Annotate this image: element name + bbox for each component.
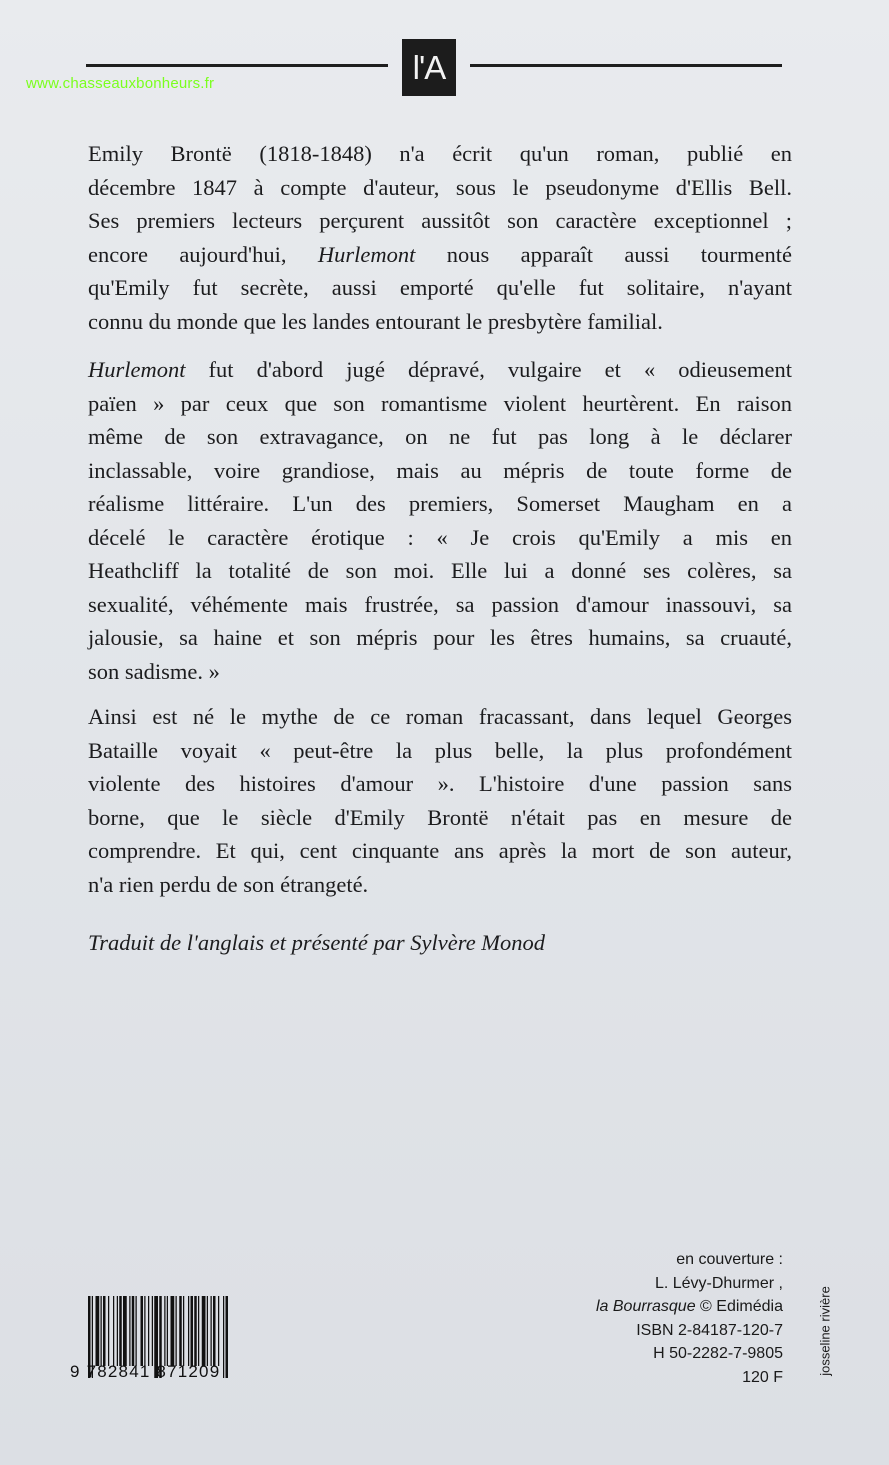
barcode-bar bbox=[218, 1296, 219, 1366]
text-run: nous apparaît aussi tourmenté bbox=[415, 241, 792, 267]
publisher-logo-text: l'A bbox=[412, 49, 446, 86]
barcode-bar bbox=[171, 1296, 175, 1366]
barcode-bar bbox=[164, 1296, 165, 1366]
barcode-bar bbox=[141, 1296, 144, 1366]
text-line: n'a rien perdu de son étrangeté. bbox=[88, 871, 369, 897]
cover-label: en couverture : bbox=[676, 1251, 783, 1268]
barcode-bar bbox=[198, 1296, 199, 1366]
barcode-bar bbox=[132, 1296, 135, 1366]
text-line: connu du monde que les landes entourant le presbytère familial. bbox=[88, 308, 663, 334]
text-line: Ses premiers lecteurs perçurent aussitôt son caractère exceptionnel ; bbox=[88, 208, 792, 233]
artwork-rights: © Edimédia bbox=[695, 1298, 783, 1315]
text-line: Ainsi est né le mythe de ce roman fracassant, dans lequel Georges bbox=[88, 704, 792, 729]
barcode-bar bbox=[194, 1296, 197, 1366]
barcode-bar bbox=[144, 1296, 145, 1366]
watermark-url: www.chasseauxbonheurs.fr bbox=[26, 75, 215, 92]
blurb-paragraph-2 bbox=[88, 353, 792, 688]
top-rule-right bbox=[470, 64, 782, 67]
barcode-bar bbox=[202, 1296, 206, 1366]
barcode-bar bbox=[191, 1296, 194, 1366]
text-line: Emily Brontë (1818-1848) n'a écrit qu'un roman, publié en bbox=[88, 141, 792, 166]
barcode-bar bbox=[119, 1296, 122, 1366]
text-line: Bataille voyait « peut-être la plus belle, la plus profondément bbox=[88, 737, 792, 763]
blurb-paragraph-3 bbox=[88, 700, 792, 901]
text-line: Heathcliff la totalité de son moi. Elle lui a donné ses colères, sa bbox=[88, 558, 792, 583]
cover-artist: L. Lévy-Dhurmer , bbox=[654, 1274, 783, 1292]
text-line: décelé le caractère érotique : « Je crois qu'Emily a mis en bbox=[88, 524, 792, 550]
text-line: décembre 1847 à compte d'auteur, sous le pseudonyme d'Ellis Bell. bbox=[88, 174, 792, 200]
barcode-bar bbox=[113, 1296, 114, 1366]
barcode bbox=[70, 1296, 298, 1386]
text-line: réalisme littéraire. L'un des premiers, Somerset Maugham en a bbox=[88, 491, 792, 516]
text-line: borne, que le siècle d'Emily Brontë n'était pas en mesure de bbox=[88, 804, 792, 830]
barcode-bar bbox=[129, 1296, 130, 1366]
barcode-bar bbox=[167, 1296, 168, 1366]
photo-credit-block bbox=[815, 1275, 835, 1387]
barcode-bar bbox=[207, 1296, 208, 1366]
text-line: violente des histoires d'amour ». L'histoire d'une passion sans bbox=[88, 771, 792, 796]
barcode-bar bbox=[188, 1296, 189, 1366]
text-line: son sadisme. » bbox=[88, 658, 220, 684]
text-line bbox=[88, 238, 792, 272]
product-code: H 50-2282-7-9805 bbox=[653, 1345, 783, 1362]
barcode-bar bbox=[176, 1296, 177, 1366]
barcode-bar bbox=[117, 1296, 118, 1366]
barcode-bar bbox=[183, 1296, 184, 1366]
price: 120 F bbox=[742, 1368, 783, 1386]
top-rule-left bbox=[86, 64, 388, 67]
book-title: Hurlemont bbox=[88, 357, 186, 382]
barcode-bar bbox=[123, 1296, 127, 1366]
text-line: païen » par ceux que son romantisme violent heurtèrent. En raison bbox=[88, 390, 792, 416]
barcode-bar bbox=[152, 1296, 153, 1366]
text-line: même de son extravagance, on ne fut pas long à le déclarer bbox=[88, 424, 792, 449]
barcode-bar bbox=[213, 1296, 216, 1366]
barcode-bar bbox=[136, 1296, 137, 1366]
cover-artwork bbox=[596, 1295, 783, 1319]
photo-credit: josseline rivière bbox=[817, 1286, 833, 1376]
barcode-bar bbox=[103, 1296, 106, 1366]
book-title: Hurlemont bbox=[317, 241, 416, 267]
barcode-digits: 9 782841 871209 bbox=[70, 1362, 221, 1381]
blurb-paragraph-1 bbox=[88, 137, 792, 338]
barcode-bar bbox=[101, 1296, 102, 1366]
text-line: sexualité, véhémente mais frustrée, sa passion d'amour inassouvi, sa bbox=[88, 591, 792, 617]
text-run: fut d'abord jugé dépravé, vulgaire et « odieusement bbox=[185, 357, 792, 382]
text-line: jalousie, sa haine et son mépris pour les êtres humains, sa cruauté, bbox=[88, 625, 792, 650]
publisher-logo bbox=[402, 39, 456, 96]
artwork-title: la Bourrasque bbox=[595, 1298, 696, 1315]
text-line: inclassable, voire grandiose, mais au mépris de toute forme de bbox=[88, 457, 792, 483]
barcode-bar bbox=[179, 1296, 182, 1366]
cover-credits bbox=[596, 1248, 783, 1389]
text-line: comprendre. Et qui, cent cinquante ans après la mort de son auteur, bbox=[88, 838, 792, 863]
barcode-bar bbox=[108, 1296, 109, 1366]
text-line: qu'Emily fut secrète, aussi emporté qu'elle fut solitaire, n'ayant bbox=[88, 275, 792, 300]
translation-credit-block bbox=[88, 926, 792, 960]
translation-credit: Traduit de l'anglais et présenté par Sylvère Monod bbox=[88, 930, 546, 955]
text-run: encore aujourd'hui, bbox=[88, 241, 318, 267]
barcode-bar bbox=[96, 1296, 100, 1366]
barcode-bar bbox=[211, 1296, 212, 1366]
isbn: ISBN 2-84187-120-7 bbox=[636, 1321, 783, 1339]
text-line bbox=[88, 353, 792, 387]
barcode-bar bbox=[148, 1296, 149, 1366]
